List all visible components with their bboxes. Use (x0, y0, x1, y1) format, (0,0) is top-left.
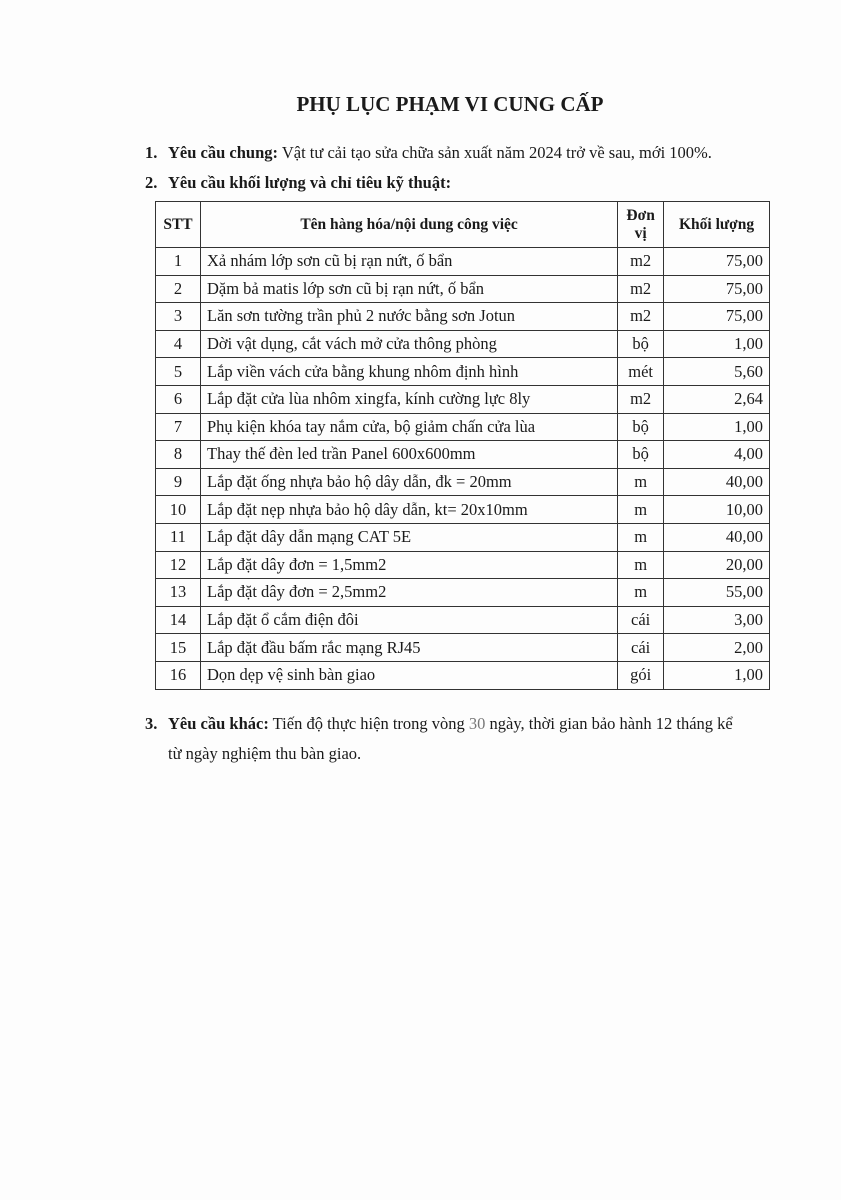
cell-unit: m (618, 496, 664, 524)
cell-qty: 1,00 (664, 413, 770, 441)
table-row (156, 634, 770, 662)
header-stt: STT (156, 202, 201, 248)
cell-name: Xả nhám lớp sơn cũ bị rạn nứt, ố bẩn (200, 248, 617, 276)
section-general-requirements (145, 143, 712, 163)
cell-unit: cái (618, 606, 664, 634)
cell-qty: 2,64 (664, 385, 770, 413)
header-unit-line1: Đơn (626, 206, 655, 224)
cell-stt: 10 (156, 496, 201, 524)
cell-name: Dọn dẹp vệ sinh bàn giao (200, 661, 617, 689)
scope-table (155, 201, 770, 690)
cell-unit: m (618, 579, 664, 607)
cell-qty: 3,00 (664, 606, 770, 634)
section-number: 2. (145, 173, 158, 192)
cell-stt: 3 (156, 303, 201, 331)
cell-name: Lắp đặt dây dẫn mạng CAT 5E (200, 523, 617, 551)
table-row (156, 579, 770, 607)
table-row (156, 330, 770, 358)
cell-qty: 1,00 (664, 330, 770, 358)
table-header-row (156, 202, 770, 248)
cell-name: Phụ kiện khóa tay nắm cửa, bộ giảm chấn cửa lùa (200, 413, 617, 441)
cell-name: Lắp đặt đầu bấm rắc mạng RJ45 (200, 634, 617, 662)
cell-qty: 2,00 (664, 634, 770, 662)
cell-stt: 4 (156, 330, 201, 358)
cell-unit: cái (618, 634, 664, 662)
cell-qty: 40,00 (664, 468, 770, 496)
cell-stt: 9 (156, 468, 201, 496)
cell-qty: 75,00 (664, 248, 770, 276)
cell-stt: 15 (156, 634, 201, 662)
cell-qty: 1,00 (664, 661, 770, 689)
cell-unit: m (618, 523, 664, 551)
table-row (156, 275, 770, 303)
cell-unit: m2 (618, 303, 664, 331)
cell-qty: 10,00 (664, 496, 770, 524)
section-number: 3. (145, 714, 158, 733)
table-row (156, 358, 770, 386)
header-unit (618, 202, 664, 248)
cell-stt: 6 (156, 385, 201, 413)
cell-qty: 75,00 (664, 275, 770, 303)
cell-name: Lắp viền vách cửa bằng khung nhôm định hình (200, 358, 617, 386)
cell-name: Lắp đặt cửa lùa nhôm xingfa, kính cường lực 8ly (200, 385, 617, 413)
cell-stt: 2 (156, 275, 201, 303)
cell-name: Lắp đặt nẹp nhựa bảo hộ dây dẫn, kt= 20x10mm (200, 496, 617, 524)
cell-unit: bộ (618, 413, 664, 441)
cell-unit: bộ (618, 330, 664, 358)
cell-qty: 40,00 (664, 523, 770, 551)
cell-name: Thay thế đèn led trần Panel 600x600mm (200, 441, 617, 469)
cell-unit: m2 (618, 385, 664, 413)
cell-name: Dời vật dụng, cắt vách mở cửa thông phòng (200, 330, 617, 358)
cell-stt: 13 (156, 579, 201, 607)
cell-qty: 75,00 (664, 303, 770, 331)
section-text-line2: từ ngày nghiệm thu bàn giao. (168, 744, 362, 763)
table-row (156, 496, 770, 524)
days-value: 30 (468, 714, 486, 733)
cell-unit: m2 (618, 248, 664, 276)
cell-name: Lắp đặt dây đơn = 2,5mm2 (200, 579, 617, 607)
section-other-requirements (145, 709, 785, 769)
table-row (156, 303, 770, 331)
table-row (156, 523, 770, 551)
cell-unit: m2 (618, 275, 664, 303)
cell-unit: m (618, 468, 664, 496)
table-row (156, 248, 770, 276)
table-row (156, 385, 770, 413)
cell-unit: m (618, 551, 664, 579)
section-text: Tiến độ thực hiện trong vòng (268, 714, 469, 733)
cell-qty: 55,00 (664, 579, 770, 607)
table-row (156, 413, 770, 441)
cell-unit: bộ (618, 441, 664, 469)
cell-unit: gói (618, 661, 664, 689)
section-label: Yêu cầu khác: (168, 714, 269, 733)
section-text: Vật tư cải tạo sửa chữa sản xuất năm 2024 trở về sau, mới 100%. (278, 143, 712, 162)
cell-stt: 11 (156, 523, 201, 551)
cell-stt: 5 (156, 358, 201, 386)
cell-unit: mét (618, 358, 664, 386)
table-row (156, 551, 770, 579)
table-row (156, 606, 770, 634)
header-unit-line2: vị (634, 224, 647, 242)
cell-stt: 14 (156, 606, 201, 634)
cell-stt: 12 (156, 551, 201, 579)
table-row (156, 468, 770, 496)
cell-qty: 5,60 (664, 358, 770, 386)
cell-stt: 8 (156, 441, 201, 469)
section-text: ngày, thời gian bảo hành 12 tháng kể (485, 714, 733, 733)
section-quantity-requirements (145, 173, 451, 193)
cell-name: Lắp đặt ống nhựa bảo hộ dây dẫn, đk = 20mm (200, 468, 617, 496)
table-row (156, 441, 770, 469)
table-row (156, 661, 770, 689)
cell-stt: 1 (156, 248, 201, 276)
cell-stt: 7 (156, 413, 201, 441)
section-number: 1. (145, 143, 158, 162)
cell-qty: 20,00 (664, 551, 770, 579)
section-label: Yêu cầu chung: (168, 143, 279, 162)
cell-name: Lắp đặt ổ cắm điện đôi (200, 606, 617, 634)
header-qty: Khối lượng (664, 202, 770, 248)
header-name: Tên hàng hóa/nội dung công việc (200, 202, 617, 248)
document-title: PHỤ LỤC PHẠM VI CUNG CẤP (296, 92, 604, 116)
section-label: Yêu cầu khối lượng và chỉ tiêu kỹ thuật: (168, 173, 452, 192)
cell-qty: 4,00 (664, 441, 770, 469)
cell-name: Lắp đặt dây đơn = 1,5mm2 (200, 551, 617, 579)
cell-name: Lăn sơn tường trần phủ 2 nước bằng sơn Jotun (200, 303, 617, 331)
cell-stt: 16 (156, 661, 201, 689)
cell-name: Dặm bả matis lớp sơn cũ bị rạn nứt, ố bẩn (200, 275, 617, 303)
